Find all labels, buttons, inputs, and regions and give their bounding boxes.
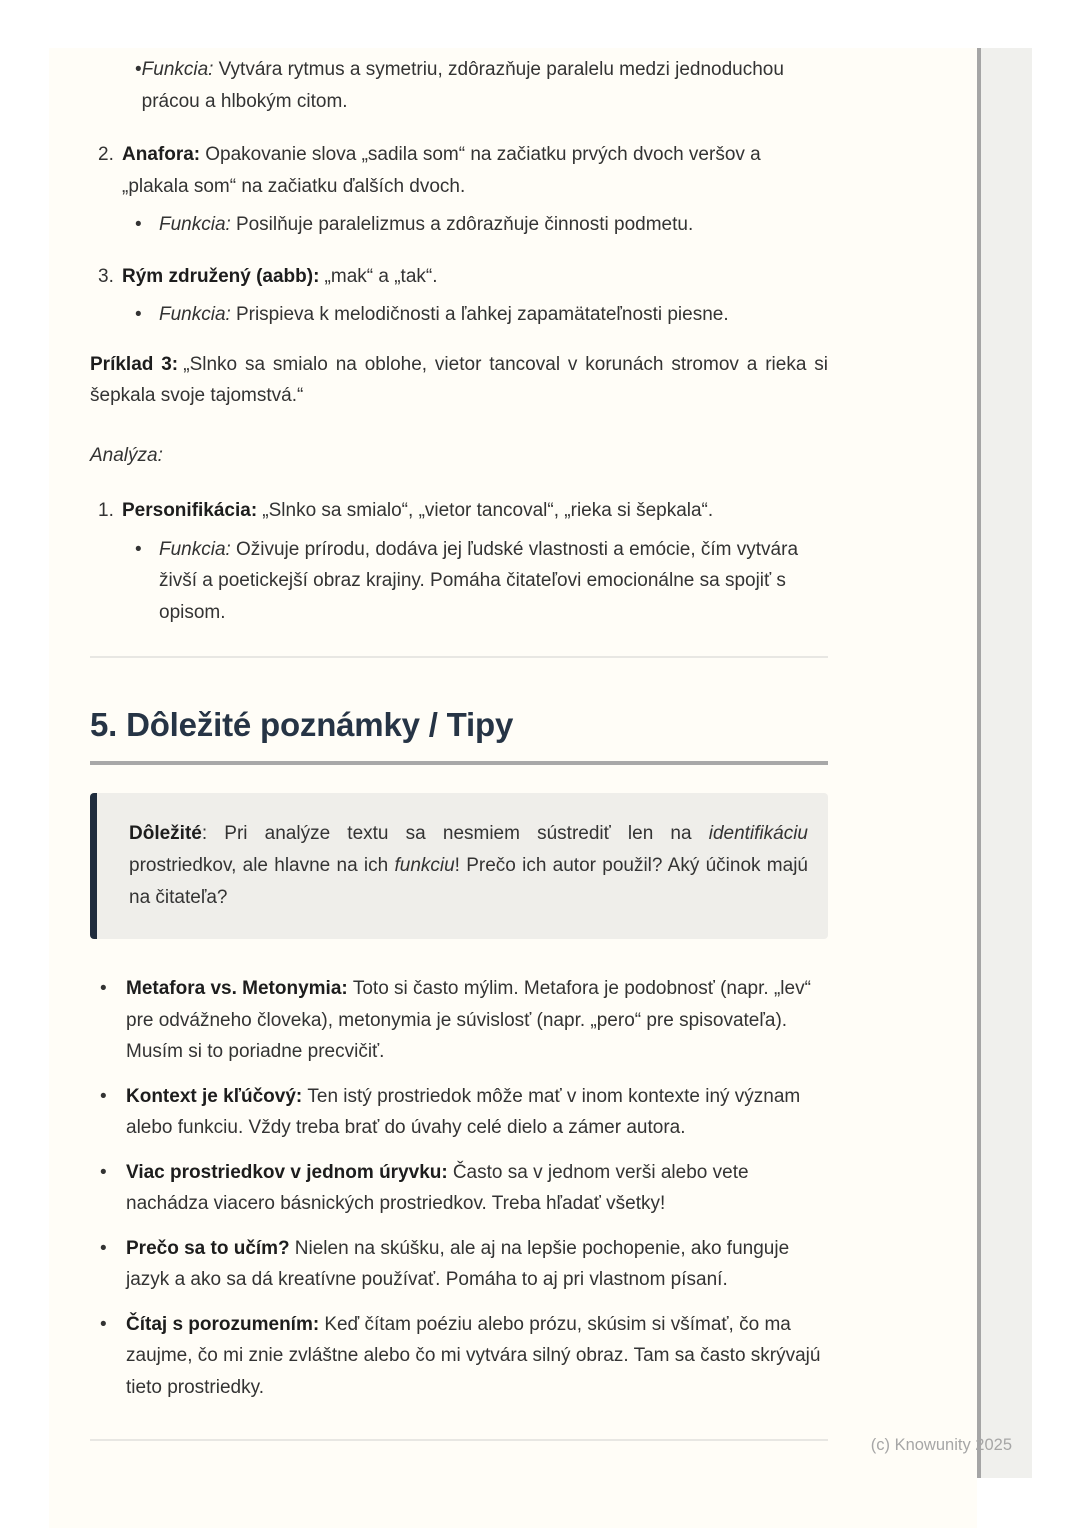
callout-bold-label: Dôležité xyxy=(129,823,202,844)
bottom-divider xyxy=(90,1439,828,1441)
list-item-body xyxy=(122,139,828,241)
funkcia-label: Funkcia: xyxy=(159,538,231,560)
viewer-gutter-strip xyxy=(977,48,1032,1478)
bullet-marker: • xyxy=(135,59,142,80)
bullet-marker: • xyxy=(135,214,142,235)
number-marker: 1. xyxy=(98,500,114,521)
numbered-list-item xyxy=(98,495,828,628)
list-item-continuation xyxy=(135,54,828,117)
term-label: Anafora: xyxy=(122,144,201,165)
tip-text: Nielen na skúšku, ale aj na lepšie pochopenie, ako funguje jazyk a ako sa dá kreatívne používať. Pomáha to aj pri vlastnom písaní. xyxy=(126,1237,790,1290)
tip-text: Ten istý prostriedok môže mať v inom kontexte iný význam alebo funkciu. Vždy treba brať do úvahy celé dielo a zámer autora. xyxy=(126,1085,801,1138)
sub-list-item xyxy=(135,299,828,331)
term-label: Personifikácia: xyxy=(122,500,258,521)
example-text: „Slnko sa smialo na oblohe, vietor tancoval v korunách stromov a rieka si šepkala svoje tajomstvá.“ xyxy=(90,353,828,406)
list-item-text: Opakovanie slova „sadila som“ na začiatku prvých dvoch veršov a „plakala som“ na začiatku ďalších dvoch. xyxy=(122,144,761,197)
list-item-text: Vytvára rytmus a symetriu, zdôrazňuje paralelu medzi jednoduchou prácou a hlbokým citom. xyxy=(141,59,784,112)
tip-text: Často sa v jednom verši alebo vete nachádza viacero básnických prostriedkov. Treba hľadať všetky! xyxy=(126,1161,749,1214)
bullet-marker: • xyxy=(100,978,107,999)
list-item-body xyxy=(142,54,828,117)
analysis-heading xyxy=(90,440,828,472)
list-item-body xyxy=(122,495,828,628)
tip-item xyxy=(100,1233,828,1296)
callout-italic-run: funkciu xyxy=(394,855,455,876)
bullet-marker: • xyxy=(135,538,142,560)
example-label: Príklad 3: xyxy=(90,353,179,375)
bullet-marker: • xyxy=(100,1085,107,1107)
tip-term: Čítaj s porozumením: xyxy=(126,1313,320,1335)
section-heading: 5. Dôležité poznámky / Tipy xyxy=(90,702,828,765)
numbered-list-item xyxy=(98,139,828,241)
sub-list-item-text: Oživuje prírodu, dodáva jej ľudské vlastnosti a emócie, čím vytvára živší a poetickejší obraz krajiny. Pomáha čitateľovi emocionálne sa spojiť s opisom. xyxy=(159,538,799,623)
watermark: (c) Knowunity 2025 xyxy=(870,1436,1012,1454)
callout-text-run: : Pri analýze textu sa nesmiem sústrediť len na xyxy=(201,823,709,844)
number-marker: 3. xyxy=(98,265,114,287)
tip-term: Kontext je kľúčový: xyxy=(126,1085,303,1107)
sub-list-item-text: Posilňuje paralelizmus a zdôrazňuje činnosti podmetu. xyxy=(235,214,694,235)
important-callout xyxy=(90,793,828,939)
page-content xyxy=(49,48,977,1441)
callout-italic-run: identifikáciu xyxy=(708,823,808,844)
tips-list xyxy=(100,973,828,1403)
document-page xyxy=(49,48,977,1528)
example-paragraph xyxy=(90,349,828,412)
term-label: Rým združený (aabb): xyxy=(122,265,320,287)
numbered-list-item xyxy=(98,261,828,331)
sub-list-item-text: Prispieva k melodičnosti a ľahkej zapamätateľnosti piesne. xyxy=(235,304,729,325)
tip-text: Toto si často mýlim. Metafora je podobnosť (napr. „lev“ pre odvážneho človeka), metonymia je súvislosť (napr. „pero“ pre spisovateľa). Musím si to poriadne precvičiť. xyxy=(126,978,811,1062)
tip-item xyxy=(100,1157,828,1220)
callout-text xyxy=(129,818,808,914)
funkcia-label: Funkcia: xyxy=(159,214,231,235)
tip-item xyxy=(100,973,828,1068)
callout-text-run: ! Prečo ich autor použil? Aký účinok majú na čitateľa? xyxy=(129,855,808,908)
callout-text-run: prostriedkov, ale hlavne na ich xyxy=(129,855,395,876)
sub-list-item xyxy=(135,209,828,241)
bullet-marker: • xyxy=(100,1237,107,1259)
list-item-text: „Slnko sa smialo“, „vietor tancoval“, „rieka si šepkala“. xyxy=(262,500,714,521)
sub-list-item xyxy=(135,534,828,629)
funkcia-label: Funkcia: xyxy=(159,304,231,325)
tip-item xyxy=(100,1309,828,1404)
list-item-text: „mak“ a „tak“. xyxy=(324,265,438,287)
bullet-marker: • xyxy=(100,1313,107,1335)
tip-term: Metafora vs. Metonymia: xyxy=(126,978,348,999)
bullet-marker: • xyxy=(100,1161,107,1183)
section-divider xyxy=(90,656,828,658)
number-marker: 2. xyxy=(98,144,114,165)
tip-item xyxy=(100,1081,828,1144)
tip-term: Prečo sa to učím? xyxy=(126,1237,290,1259)
tip-text: Keď čítam poéziu alebo prózu, skúsim si všímať, čo ma zaujme, čo mi znie zvláštne alebo čo mi vytvára silný obraz. Tam sa často skrývajú tieto prostriedky. xyxy=(126,1313,821,1398)
analysis-label: Analýza: xyxy=(90,444,163,466)
tip-term: Viac prostriedkov v jednom úryvku: xyxy=(126,1161,448,1183)
list-item-body xyxy=(122,261,828,331)
bullet-marker: • xyxy=(135,304,142,325)
funkcia-label: Funkcia: xyxy=(141,59,214,80)
